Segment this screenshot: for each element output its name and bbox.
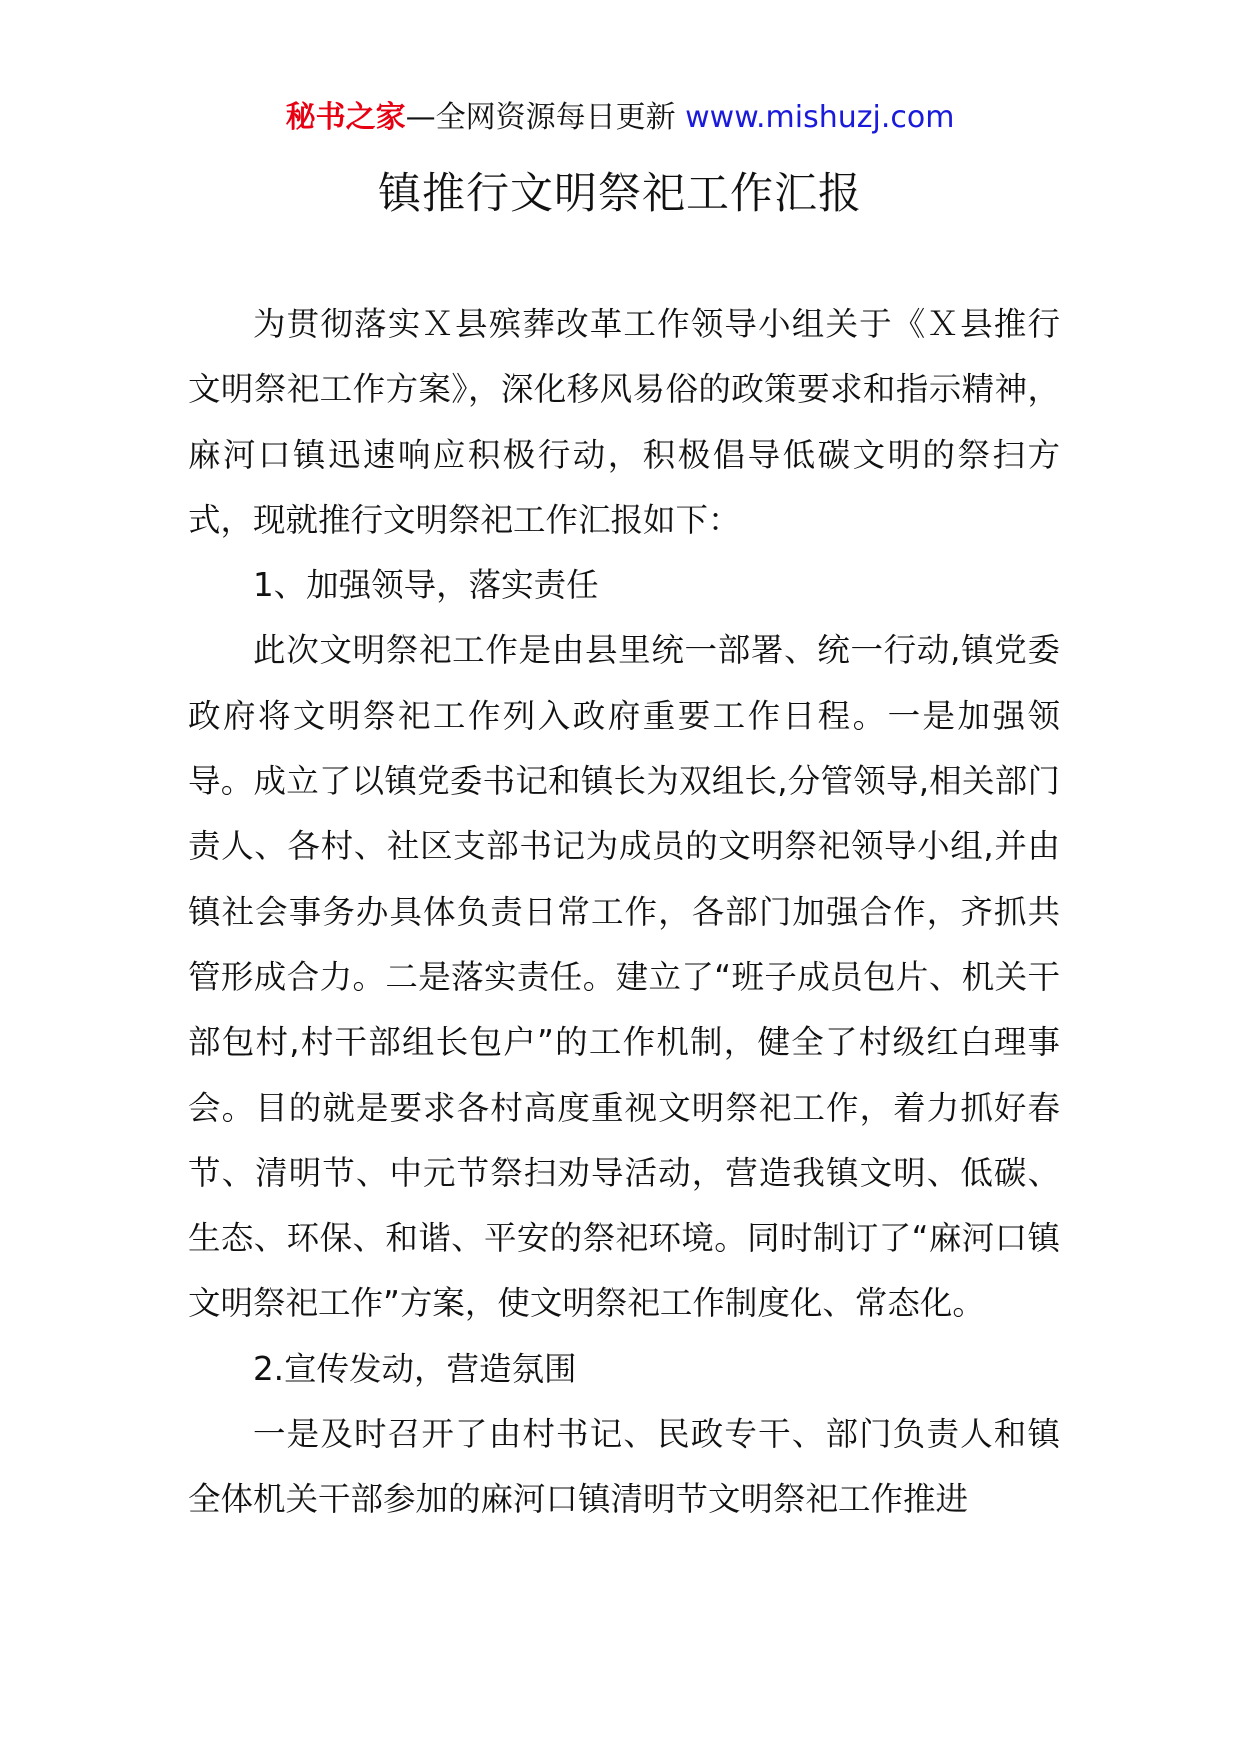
section-heading-1: 1、加强领导，落实责任 [253,566,599,605]
document-body [188,292,1060,1533]
site-header [0,98,1240,138]
section-1-paragraph: 此次文明祭祀工作是由县里统一部署、统一行动,镇党委政府将文明祭祀工作列入政府重要工作日程。一是加强领导。成立了以镇党委书记和镇长为双组长,分管领导,相关部门责人、各村、社区支部书记为成员的文明祭祀领导小组,并由镇社会事务办具体负责日常工作，各部门加强合作，齐抓共管形成合力。二是落实责任。建立了“班子成员包片、机关干部包村,村干部组长包户”的工作机制，健全了村级红白理事会。目的就是要求各村高度重视文明祭祀工作，着力抓好春节、清明节、中元节祭扫劝导活动，营造我镇文明、低碳、生态、环保、和谐、平安的祭祀环境。同时制订了“麻河口镇文明祭祀工作”方案，使文明祭祀工作制度化、常态化。 [188,631,1060,1323]
brand-name: 秘书之家 [285,100,406,135]
site-url-link[interactable]: www.mishuzj.com [685,100,955,135]
intro-paragraph: 为贯彻落实Ｘ县殡葬改革工作领导小组关于《Ｘ县推行文明祭祀工作方案》，深化移风易俗的政策要求和指示精神，麻河口镇迅速响应积极行动，积极倡导低碳文明的祭扫方式，现就推行文明祭祀工作汇报如下： [188,305,1060,539]
document-title: 镇推行文明祭祀工作汇报 [378,169,862,219]
section-heading-2: 2.宣传发动，营造氛围 [253,1349,577,1388]
header-tagline: —全网资源每日更新 [405,100,686,135]
section-2-paragraph: 一是及时召开了由村书记、民政专干、部门负责人和镇全体机关干部参加的麻河口镇清明节文明祭祀工作推进 [188,1415,1060,1519]
